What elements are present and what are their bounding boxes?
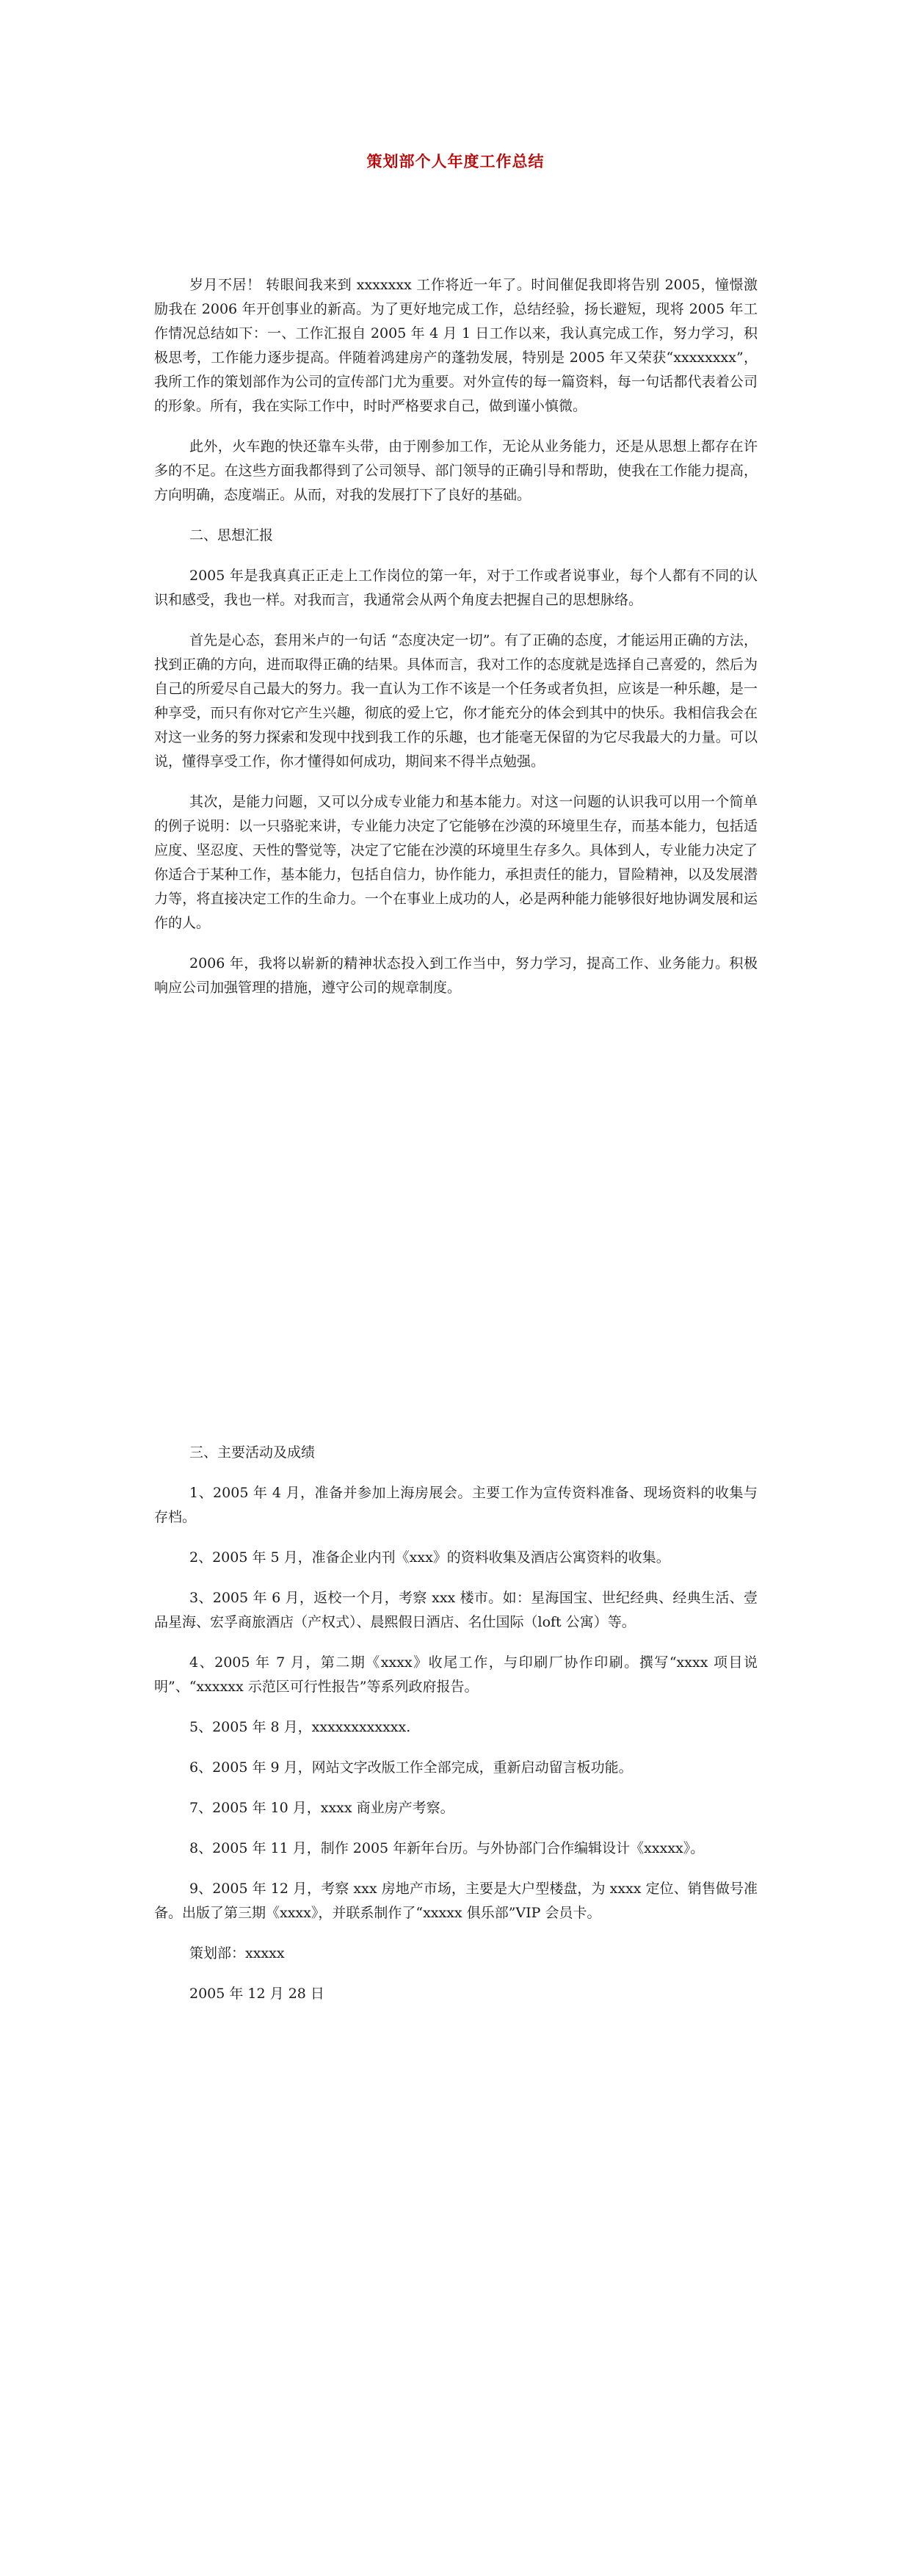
part1-block (154, 273, 758, 1016)
section-heading: 三、主要活动及成绩 (189, 1444, 316, 1461)
paragraph: 首先是心态，套用米卢的一句话 “态度决定一切”。有了正确的态度，才能运用正确的方法，找到正确的方向，进而取得正确的结果。具体而言，我对工作的态度就是选择自己喜爱的，然后为自己的所爱尽自己最大的努力。我一直认为工作不该是一个任务或者负担，应该是一种乐趣，是一种享受，而只有你对它产生兴趣，彻底的爱上它，你才能充分的体会到其中的快乐。我相信我会在对这一业务的努力探索和发现中找到我工作的乐趣，也才能毫无保留的为它尽我最大的力量。可以说，懂得享受工作，你才懂得如何成功，期间来不得半点勉强。 (154, 632, 758, 770)
paragraph: 2005 年是我真真正正走上工作岗位的第一年，对于工作或者说事业，每个人都有不同的认识和感受，我也一样。对我而言，我通常会从两个角度去把握自己的思想脉络。 (154, 568, 758, 608)
signature: 策划部：xxxxx (189, 1945, 285, 1961)
paragraph: 岁月不居！ 转眼间我来到 xxxxxxx 工作将近一年了。时间催促我即将告别 2005，憧憬激励我在 2006 年开创事业的新高。为了更好地完成工作，总结经验，扬长避短，现将 2005 年工作情况总结如下：一、工作汇报自 2005 年 4 月 1 日工作以来，我认真完成工作，努力学习，积极思考，工作能力逐步提高。伴随着鸿建房产的蓬勃发展，特别是 2005 年又荣获“xxxxxxxx”，我所工作的策划部作为公司的宣传部门尤为重要。对外宣传的每一篇资料，每一句话都代表着公司的形象。所有，我在实际工作中，时时严格要求自己，做到谨小慎微。 (154, 277, 758, 414)
activity-item: 9、2005 年 12 月，考察 xxx 房地产市场，主要是大户型楼盘，为 xxxx 定位、销售做号准备。出版了第三期《xxxx》，并联系制作了“xxxxx 俱乐部”VIP 会员卡。 (154, 1881, 758, 1921)
date: 2005 年 12 月 28 日 (189, 1986, 324, 2002)
activity-item: 8、2005 年 11 月，制作 2005 年新年台历。与外协部门合作编辑设计《xxxxx》。 (189, 1840, 705, 1856)
activity-item: 3、2005 年 6 月，返校一个月，考察 xxx 楼市。如：星海国宝、世纪经典、经典生活、壹品星海、宏孚商旅酒店（产权式）、晨熙假日酒店、名仕国际（loft 公寓）等。 (154, 1590, 758, 1630)
part3-block (154, 1441, 758, 2022)
paragraph: 2006 年，我将以崭新的精神状态投入到工作当中，努力学习，提高工作、业务能力。积极响应公司加强管理的措施，遵守公司的规章制度。 (154, 955, 758, 996)
activity-item: 1、2005 年 4 月，准备并参加上海房展会。主要工作为宣传资料准备、现场资料的收集与存档。 (154, 1485, 758, 1525)
paragraph: 其次，是能力问题，又可以分成专业能力和基本能力。对这一问题的认识我可以用一个简单的例子说明：以一只骆驼来讲，专业能力决定了它能够在沙漠的环境里生存，而基本能力，包括适应度、坚忍度、天性的警觉等，决定了它能在沙漠的环境里生存多久。具体到人，专业能力决定了你适合于某种工作，基本能力，包括自信力，协作能力，承担责任的能力，冒险精神，以及发展潜力等，将直接决定工作的生命力。一个在事业上成功的人，必是两种能力能够很好地协调发展和运作的人。 (154, 794, 758, 931)
document-title: 策划部个人年度工作总结 (366, 152, 545, 170)
section-heading: 二、思想汇报 (189, 527, 274, 543)
activity-item: 7、2005 年 10 月，xxxx 商业房产考察。 (189, 1800, 454, 1816)
activity-item: 2、2005 年 5 月，准备企业内刊《xxx》的资料收集及酒店公寓资料的收集。 (189, 1549, 670, 1566)
activity-item: 6、2005 年 9 月，网站文字改版工作全部完成，重新启动留言板功能。 (189, 1759, 633, 1776)
activity-item: 5、2005 年 8 月，xxxxxxxxxxxx. (189, 1719, 411, 1735)
paragraph: 此外，火车跑的快还靠车头带，由于刚参加工作，无论从业务能力，还是从思想上都存在许多的不足。在这些方面我都得到了公司领导、部门领导的正确引导和帮助，使我在工作能力提高，方向明确，态度端正。从而，对我的发展打下了良好的基础。 (154, 438, 758, 503)
activity-item: 4、2005 年 7 月，第二期《xxxx》收尾工作，与印刷厂协作印刷。撰写“xxxx 项目说明”、“xxxxxx 示范区可行性报告”等系列政府报告。 (154, 1654, 758, 1695)
